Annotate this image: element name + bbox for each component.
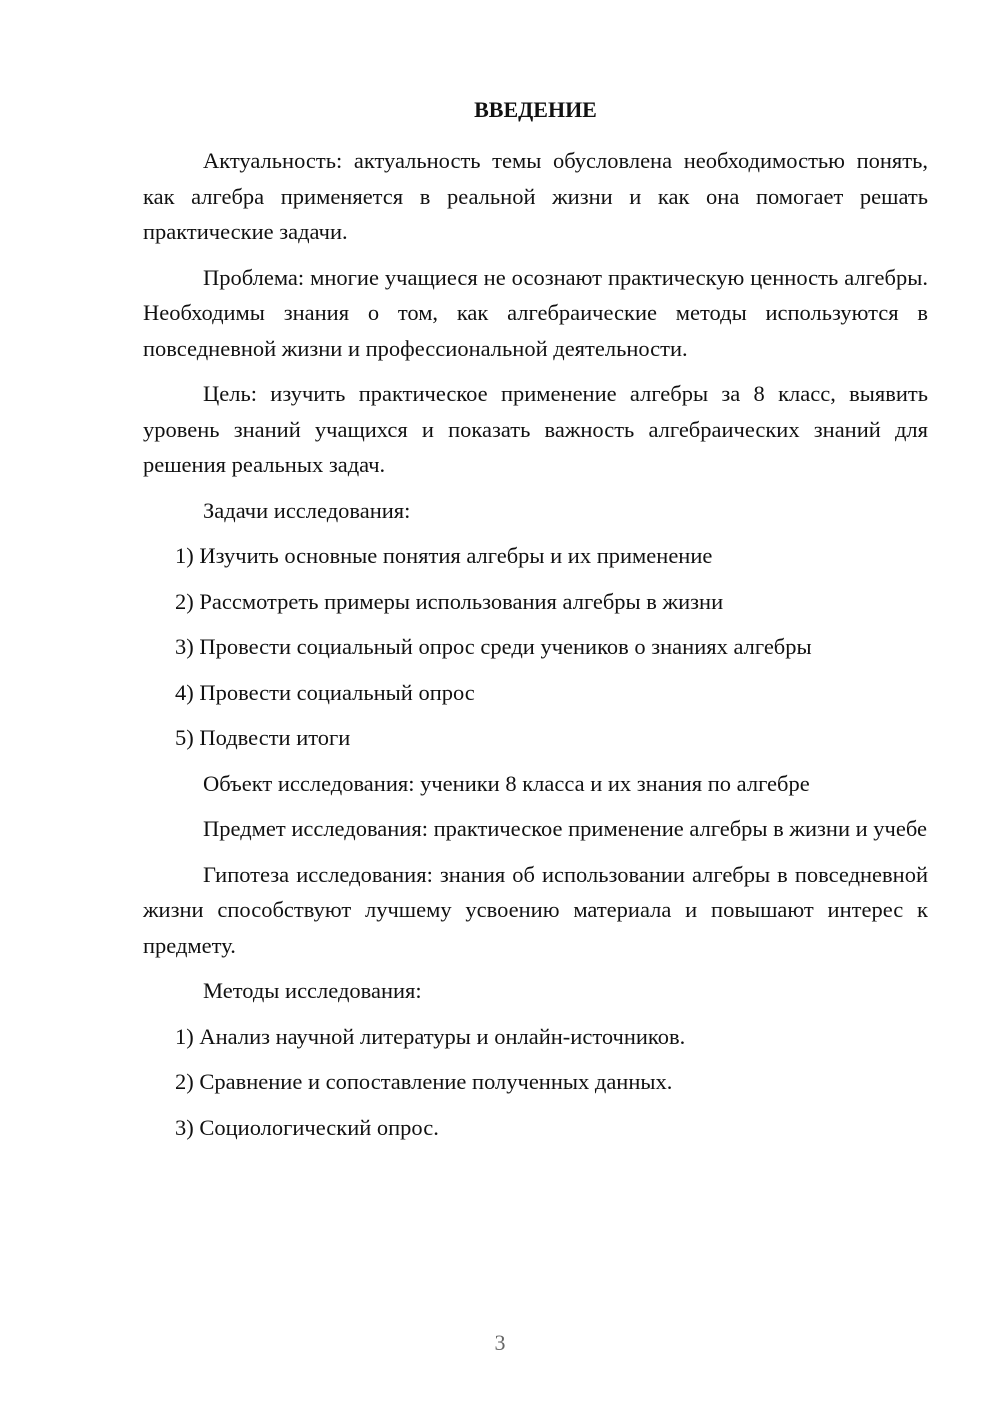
object-paragraph: Объект исследования: ученики 8 класса и их знания по алгебре <box>203 770 810 796</box>
methods-label: Методы исследования: <box>203 978 422 1003</box>
page-title: ВВЕДЕНИЕ <box>474 97 597 122</box>
problem-paragraph: Проблема: многие учащиеся не осознают практическую ценность алгебры. Необходимы знания о том, как алгебраические методы используются в повседневной жизни и профессиональной деятельности. <box>143 264 928 361</box>
task-item: 5) Подвести итоги <box>175 725 351 750</box>
subject-paragraph: Предмет исследования: практическое применение алгебры в жизни и учебе <box>203 816 927 841</box>
method-item: 3) Социологический опрос. <box>175 1114 439 1140</box>
goal-paragraph: Цель: изучить практическое применение алгебры за 8 класс, выявить уровень знаний учащихся и показать важность алгебраических знаний для решения реальных задач. <box>143 381 928 477</box>
method-item: 1) Анализ научной литературы и онлайн-источников. <box>175 1023 686 1049</box>
method-item: 2) Сравнение и сопоставление полученных данных. <box>175 1069 673 1094</box>
task-item: 1) Изучить основные понятия алгебры и их применение <box>175 543 713 568</box>
page-number: 3 <box>494 1330 506 1355</box>
tasks-label: Задачи исследования: <box>203 497 411 523</box>
task-item: 4) Провести социальный опрос <box>175 679 475 705</box>
hypothesis-paragraph: Гипотеза исследования: знания об использовании алгебры в повседневной жизни способствуют лучшему усвоению материала и повышают интерес к предмету. <box>143 861 928 958</box>
document-body <box>143 95 928 1155</box>
relevance-paragraph: Актуальность: актуальность темы обусловлена необходимостью понять, как алгебра применяется в реальной жизни и как она помогает решать практические задачи. <box>143 148 928 244</box>
task-item: 2) Рассмотреть примеры использования алгебры в жизни <box>175 588 724 614</box>
task-item: 3) Провести социальный опрос среди учеников о знаниях алгебры <box>175 634 812 659</box>
